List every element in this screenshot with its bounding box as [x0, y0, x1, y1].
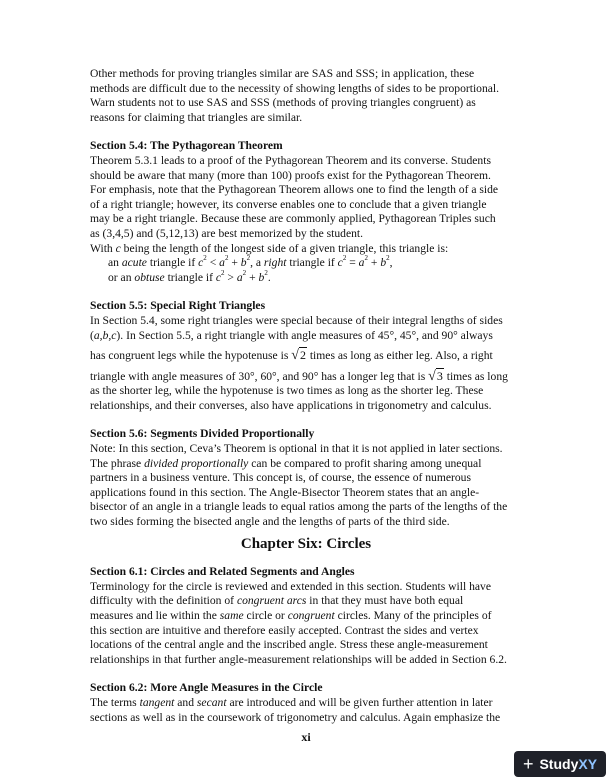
text-fragment: triangle if: [146, 256, 199, 270]
exponent: 2: [342, 254, 347, 263]
studyxy-badge[interactable]: [514, 751, 606, 777]
sqrt-2: √2: [291, 348, 306, 364]
page-body: [90, 67, 522, 725]
variable-c: c: [215, 270, 222, 284]
variables-abc: a,b,c: [93, 328, 117, 342]
exponent: 2: [386, 254, 390, 263]
text-line: Note: In this section, Ceva’s Theorem is optional in that it is not applied in later sections.: [90, 442, 503, 456]
text-fragment: and: [174, 695, 197, 709]
text-fragment: being the length of the longest side of a given triangle, this triangle is:: [120, 241, 449, 255]
variable-a: a: [219, 256, 225, 270]
text-line: relationships, and their converses, also have applications in trigonometry and calculus.: [90, 398, 492, 412]
text-fragment: , a: [250, 256, 264, 270]
variable-a: a: [358, 256, 365, 270]
section-5-6-heading: Section 5.6: Segments Divided Proportionally: [90, 427, 315, 441]
section-6-1-body: [90, 580, 522, 668]
section-5-6-body: [90, 442, 522, 530]
variable-b: b: [258, 270, 265, 284]
plus-icon: +: [522, 753, 534, 774]
text-line: this section are intuitive and therefore easily accepted. Contrast the sides and vertex: [90, 623, 479, 637]
text-fragment: The terms: [90, 695, 140, 709]
text-fragment: measures and lie within the: [90, 609, 220, 622]
radicand: 2: [299, 348, 306, 363]
plus-sign: +: [246, 270, 259, 284]
section-6-2-body: [90, 696, 522, 725]
relation: <: [206, 256, 220, 270]
text-fragment: triangle with angle measures of 30°, 60°, and 90° has a longer leg that is: [90, 369, 429, 383]
exponent: 2: [364, 254, 368, 263]
emphasis: tangent: [139, 695, 175, 709]
text-line: two sides forming the bisected angle and the lengths of parts of the third side.: [90, 515, 450, 529]
text-fragment: difficulty with the definition of: [90, 594, 237, 608]
text-line: should be aware that many (more than 100) proofs exist for the Pythagorean Theorem.: [90, 168, 491, 182]
text-line: of a right triangle; however, its converse enables one to conclude that a given triangle: [90, 197, 487, 211]
text-line: Warn students not to use SAS and SSS (methods of proving triangles congruent) as: [90, 96, 476, 110]
plus-sign: +: [228, 256, 241, 270]
emphasis: acute: [121, 256, 147, 270]
text-fragment: ). In Section 5.5, a right triangle with angle measures of 45°, 45°, and 90° always: [116, 328, 493, 342]
text-line: applications found in this section. The Angle-Bisector Theorem states that an angle-: [90, 485, 480, 499]
exponent: 2: [264, 268, 268, 277]
text-fragment: or an: [108, 270, 135, 284]
text-fragment: The phrase: [90, 456, 145, 470]
text-fragment: triangle if: [286, 256, 338, 270]
emphasis: same: [219, 609, 244, 622]
text-line: Other methods for proving triangles similar are SAS and SSS; in application, these: [90, 67, 475, 80]
relation: >: [224, 270, 237, 284]
exponent: 2: [246, 254, 251, 263]
text-line: sections as well as in the coursework of trigonometry and calculus. Again emphasize the: [90, 710, 501, 724]
text-fragment: times as long: [443, 369, 508, 383]
exponent: 2: [203, 254, 207, 263]
exponent: 2: [224, 254, 229, 263]
variable-b: b: [240, 256, 247, 270]
emphasis: congruent: [287, 609, 335, 622]
text-line: bisector of an angle in a triangle leads to equal ratios among the parts of the lengths of the: [90, 500, 508, 514]
line-wrap: [90, 369, 508, 385]
text-line: locations of the central angle and the inscribed angle. Stress these angle-measurement: [90, 638, 488, 652]
variable-a: a: [236, 270, 243, 284]
section-5-5-heading: Section 5.5: Special Right Triangles: [90, 299, 266, 313]
section-6-1-heading: Section 6.1: Circles and Related Segments and Angles: [90, 565, 355, 579]
text-fragment: circle or: [243, 609, 288, 622]
text-line: Theorem 5.3.1 leads to a proof of the Pythagorean Theorem and its converse. Students: [90, 153, 491, 167]
text-fragment: an: [108, 256, 122, 270]
text-line: relationships in that further angle-measurement relationships will be added in Section 6.2.: [90, 652, 507, 666]
section-5-4-heading: Section 5.4: The Pythagorean Theorem: [90, 139, 283, 153]
text-line: may be a right triangle. Because these are commonly applied, Pythagorean Triples such: [90, 212, 496, 226]
section-5-5-body: In Section 5.4, some right triangles were special because of their integral lengths of sides (a,b,c). In Section 5.5, a right triangle with angle measures of 45°, 45°, and 90° always has congruent legs while the hypotenuse is √2 times as long as either leg. Also, a right triangle with angle measures of 30°, 60°, and 90° has a longer leg that is √3 times as long as the shorter leg, while the hypotenuse is two times as long as the shorter leg. These relationships, and their converses, also have applications in trigonometry and calculus.: [90, 313, 508, 412]
emphasis: secant: [196, 695, 227, 709]
text-fragment: are introduced and will be given further attention in later: [226, 695, 493, 709]
acute-right-line: an acute triangle if $c^2 < a^2 + b^2$, a right triangle if $c^2 = a^2 + b^2$,: [108, 254, 393, 270]
text-fragment: times as long as either leg. Also, a right: [306, 349, 493, 363]
brand-study: Study: [539, 756, 579, 772]
text-fragment: With: [90, 241, 116, 255]
emphasis: right: [263, 256, 287, 270]
variable-b: b: [380, 256, 387, 270]
text-fragment: has congruent legs while the hypotenuse is: [90, 349, 292, 363]
text-line: as the shorter leg, while the hypotenuse is two times as long as the shorter leg. These: [90, 384, 484, 398]
brand-xy: XY: [578, 756, 598, 772]
exponent: 2: [221, 268, 225, 277]
obtuse-line: or an obtuse triangle if $c^2 > a^2 + b^2$.: [108, 268, 271, 284]
page-number: xi: [301, 730, 311, 744]
text-line: In Section 5.4, some right triangles were special because of their integral lengths of sides: [90, 313, 503, 327]
line-wrap: [90, 348, 493, 364]
section-6-2-heading: Section 6.2: More Angle Measures in the Circle: [90, 681, 323, 695]
sqrt-3: √3: [428, 368, 443, 384]
plus-sign: +: [367, 256, 381, 270]
radicand: 3: [436, 368, 443, 383]
text-line: Terminology for the circle is reviewed and extended in this section. Students will have: [90, 579, 491, 593]
text-line: For emphasis, note that the Pythagorean Theorem allows one to find the length of a side: [90, 183, 499, 197]
emphasis: divided proportionally: [144, 456, 249, 470]
text-line: partners in a business venture. This concept is, of course, the essence of numerous: [90, 471, 471, 485]
chapter-title: Chapter Six: Circles: [240, 535, 372, 552]
text-line: reasons for claiming that triangles are similar.: [90, 110, 303, 124]
text-fragment: in that they must have both equal: [306, 594, 464, 608]
variable-c: c: [115, 241, 121, 255]
emphasis: congruent arcs: [236, 594, 307, 608]
emphasis: obtuse: [134, 270, 165, 284]
section-5-4-body: [90, 154, 522, 256]
text-line: as (3,4,5) and (5,12,13) are best memorized by the student.: [90, 226, 364, 240]
relation: =: [346, 256, 359, 270]
text-line: methods are difficult due to the necessity of showing lengths of sides to be proportional.: [90, 81, 500, 95]
exponent: 2: [242, 268, 247, 277]
variable-c: c: [337, 256, 343, 270]
intro-paragraph: [90, 67, 522, 125]
text-fragment: triangle if: [164, 270, 216, 284]
text-fragment: circles. Many of the principles of: [334, 609, 492, 622]
text-fragment: can be compared to profit sharing among unequal: [248, 456, 482, 470]
variable-c: c: [198, 256, 204, 270]
